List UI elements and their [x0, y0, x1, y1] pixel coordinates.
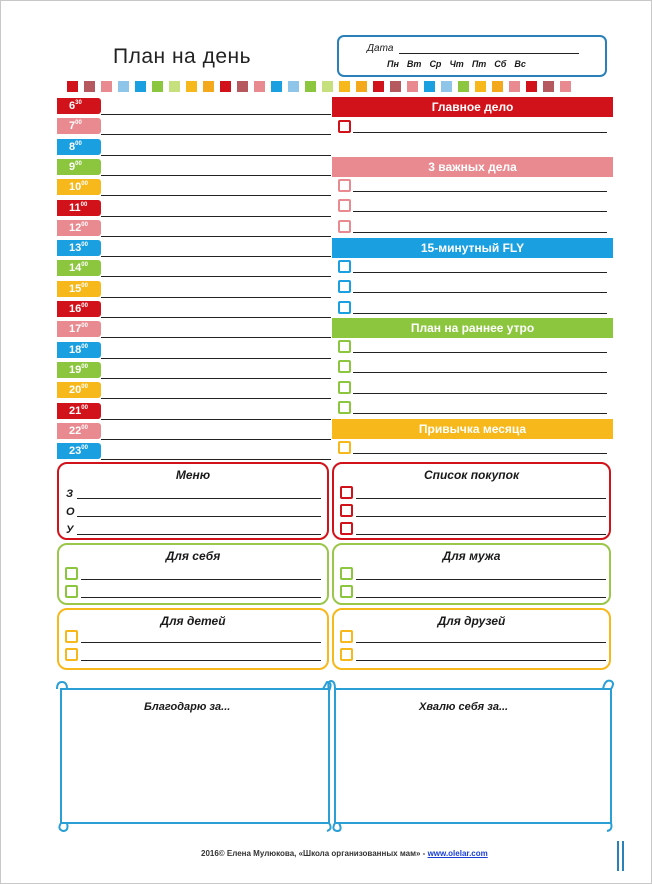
for-friends-title: Для друзей — [437, 614, 506, 628]
minute-label: 00 — [75, 160, 82, 167]
morning-plan-checkbox[interactable] — [338, 401, 351, 414]
edge-mark — [622, 841, 624, 871]
hour-tab — [57, 423, 101, 439]
minute-label: 00 — [75, 120, 82, 127]
for-self-checkbox[interactable] — [65, 585, 78, 598]
hour-label: 20 — [69, 384, 82, 397]
color-square — [509, 81, 520, 92]
hour-label: 16 — [69, 303, 82, 315]
for-kids-line[interactable] — [81, 642, 321, 643]
hour-label: 7 — [69, 120, 76, 133]
hour-line[interactable] — [101, 378, 331, 379]
hour-line[interactable] — [101, 317, 331, 318]
for-kids-title: Для детей — [160, 614, 226, 628]
color-square — [560, 81, 571, 92]
date-box — [337, 35, 607, 77]
minute-label: 30 — [75, 100, 82, 106]
habit-of-month-checkbox[interactable] — [338, 441, 351, 454]
minute-label: 00 — [81, 262, 88, 269]
date-label: Дата — [367, 43, 394, 54]
shopping-line[interactable] — [356, 534, 606, 535]
page-title: План на день — [113, 45, 252, 68]
minute-label: 00 — [81, 221, 88, 228]
hour-line[interactable] — [101, 358, 331, 359]
color-square — [543, 81, 554, 92]
hour-line[interactable] — [101, 155, 331, 156]
habit-of-month-banner: Привычка месяца — [332, 419, 613, 439]
hour-label: 14 — [69, 262, 82, 275]
hour-tab — [57, 362, 101, 378]
meal-breakfast-line[interactable] — [77, 498, 321, 499]
fly-tasks-line[interactable] — [353, 292, 607, 293]
important-tasks-checkbox[interactable] — [338, 220, 351, 233]
main-task-banner: Главное дело — [332, 97, 613, 117]
for-husband-title: Для мужа — [442, 549, 501, 563]
morning-plan-banner: План на раннее утро — [332, 318, 613, 338]
for-self-checkbox[interactable] — [65, 567, 78, 580]
for-friends-line[interactable] — [356, 660, 606, 661]
for-husband-line[interactable] — [356, 597, 606, 598]
color-square — [339, 81, 350, 92]
minute-label: 00 — [81, 242, 88, 249]
hour-line[interactable] — [101, 236, 331, 237]
menu-title: Меню — [175, 468, 211, 482]
hour-label: 19 — [69, 363, 82, 376]
footer-copyright: 2016© Елена Мулюкова, «Школа организованных мам» - — [201, 849, 426, 858]
color-square — [356, 81, 367, 92]
weekday-label[interactable]: Чт — [449, 59, 464, 69]
minute-label: 00 — [81, 181, 88, 188]
minute-label: 00 — [80, 201, 88, 208]
color-square — [441, 81, 452, 92]
weekday-label[interactable]: Пн — [387, 59, 399, 69]
hour-label: 22 — [69, 424, 82, 437]
minute-label: 00 — [81, 363, 88, 370]
weekday-list — [387, 59, 526, 69]
footer — [201, 849, 488, 858]
for-self-box — [57, 543, 329, 605]
for-kids-checkbox[interactable] — [65, 648, 78, 661]
hour-label: 8 — [69, 140, 76, 153]
hour-line[interactable] — [101, 419, 331, 420]
shopping-line[interactable] — [356, 516, 606, 517]
meal-breakfast-label: З — [66, 488, 74, 500]
for-husband-checkbox[interactable] — [340, 585, 353, 598]
hour-line[interactable] — [101, 276, 331, 277]
weekday-label[interactable]: Вт — [406, 59, 422, 69]
hour-label: 12 — [69, 221, 82, 234]
for-husband-checkbox[interactable] — [340, 567, 353, 580]
morning-plan-checkbox[interactable] — [338, 381, 351, 394]
hour-label: 11 — [69, 201, 81, 214]
minute-label: 00 — [81, 282, 88, 289]
edge-mark — [617, 841, 619, 871]
color-square — [84, 81, 95, 92]
morning-plan-line[interactable] — [353, 372, 607, 373]
hour-label: 23 — [69, 445, 82, 458]
hour-tab — [57, 98, 101, 114]
hour-tab — [57, 159, 101, 175]
for-friends-checkbox[interactable] — [340, 648, 353, 661]
shopping-line[interactable] — [356, 498, 606, 499]
hour-label: 6 — [69, 100, 76, 112]
shopping-checkbox[interactable] — [340, 522, 353, 535]
hour-tab — [57, 260, 101, 276]
hour-line[interactable] — [101, 195, 331, 196]
color-square — [305, 81, 316, 92]
hour-label: 18 — [69, 343, 82, 356]
hour-tab — [57, 403, 101, 419]
hour-tab — [57, 139, 101, 155]
hour-line[interactable] — [101, 439, 331, 440]
date-line[interactable] — [399, 53, 579, 54]
footer-link[interactable]: www.olelar.com — [427, 849, 488, 858]
for-kids-box — [57, 608, 329, 670]
color-square — [67, 81, 78, 92]
color-square — [169, 81, 180, 92]
main-task-checkbox[interactable] — [338, 120, 351, 133]
for-kids-checkbox[interactable] — [65, 630, 78, 643]
hour-tab — [57, 179, 101, 195]
fly-tasks-banner: 15-минутный FLY — [332, 238, 613, 258]
shopping-checkbox[interactable] — [340, 486, 353, 499]
hour-tab — [57, 443, 101, 459]
hour-tab — [57, 220, 101, 236]
hour-tab — [57, 342, 101, 358]
meal-lunch-label: О — [66, 506, 75, 518]
important-tasks-checkbox[interactable] — [338, 179, 351, 192]
color-square — [322, 81, 333, 92]
important-tasks-line[interactable] — [353, 191, 607, 192]
for-friends-line[interactable] — [356, 642, 606, 643]
color-square — [407, 81, 418, 92]
meal-lunch-line[interactable] — [77, 516, 321, 517]
weekday-label[interactable]: Сб — [494, 59, 507, 69]
important-tasks-line[interactable] — [353, 211, 607, 212]
hour-tab — [57, 301, 101, 317]
color-square — [135, 81, 146, 92]
important-tasks-checkbox[interactable] — [338, 199, 351, 212]
minute-label: 00 — [81, 303, 88, 309]
hour-tab — [57, 281, 101, 297]
minute-label: 00 — [81, 343, 88, 350]
morning-plan-line[interactable] — [353, 413, 607, 414]
morning-plan-checkbox[interactable] — [338, 360, 351, 373]
color-squares-row — [67, 81, 571, 92]
hour-line[interactable] — [101, 297, 331, 298]
weekday-label[interactable]: Ср — [429, 59, 442, 69]
hour-tab — [57, 240, 101, 256]
color-square — [203, 81, 214, 92]
meal-dinner-label: У — [66, 524, 74, 536]
shopping-checkbox[interactable] — [340, 504, 353, 517]
for-kids-line[interactable] — [81, 660, 321, 661]
for-husband-line[interactable] — [356, 579, 606, 580]
hour-label: 21 — [69, 404, 82, 417]
morning-plan-line[interactable] — [353, 352, 607, 353]
hour-line[interactable] — [101, 256, 331, 257]
for-husband-box — [332, 543, 611, 605]
hour-label: 9 — [69, 160, 76, 173]
color-square — [288, 81, 299, 92]
morning-plan-line[interactable] — [353, 393, 607, 394]
color-square — [254, 81, 265, 92]
hour-label: 10 — [69, 181, 82, 194]
minute-label: 00 — [81, 384, 88, 391]
for-self-line[interactable] — [81, 579, 321, 580]
menu-box — [57, 462, 329, 540]
shopping-title: Список покупок — [423, 468, 520, 482]
hour-line[interactable] — [101, 114, 331, 115]
color-square — [101, 81, 112, 92]
hour-line[interactable] — [101, 134, 331, 135]
for-friends-box — [332, 608, 611, 670]
hour-tab — [57, 321, 101, 337]
color-square — [186, 81, 197, 92]
hour-label: 17 — [69, 323, 82, 336]
color-square — [475, 81, 486, 92]
fly-tasks-checkbox[interactable] — [338, 260, 351, 273]
praise-title: Хвалю себя за... — [419, 701, 509, 713]
minute-label: 00 — [81, 445, 88, 452]
minute-label: 00 — [81, 424, 88, 431]
weekday-label[interactable]: Пт — [471, 59, 487, 69]
for-friends-checkbox[interactable] — [340, 630, 353, 643]
color-square — [390, 81, 401, 92]
hour-line[interactable] — [101, 398, 331, 399]
hour-label: 15 — [69, 282, 82, 295]
hour-line[interactable] — [101, 175, 331, 176]
fly-tasks-line[interactable] — [353, 272, 607, 273]
fly-tasks-line[interactable] — [353, 313, 607, 314]
color-square — [373, 81, 384, 92]
fly-tasks-checkbox[interactable] — [338, 301, 351, 314]
fly-tasks-checkbox[interactable] — [338, 280, 351, 293]
hour-line[interactable] — [101, 337, 331, 338]
for-self-line[interactable] — [81, 597, 321, 598]
main-task-line[interactable] — [353, 132, 607, 133]
hour-tab — [57, 200, 101, 216]
gratitude-title: Благодарю за... — [144, 701, 231, 713]
color-square — [424, 81, 435, 92]
color-square — [526, 81, 537, 92]
hour-label: 13 — [69, 242, 82, 255]
minute-label: 00 — [75, 140, 82, 147]
color-square — [492, 81, 503, 92]
color-square — [118, 81, 129, 92]
hour-tab — [57, 382, 101, 398]
color-square — [152, 81, 163, 92]
hour-line[interactable] — [101, 459, 331, 460]
for-self-title: Для себя — [165, 549, 221, 563]
color-square — [237, 81, 248, 92]
weekday-label[interactable]: Вс — [514, 59, 526, 69]
color-square — [458, 81, 469, 92]
color-square — [271, 81, 282, 92]
important-tasks-line[interactable] — [353, 232, 607, 233]
important-tasks-banner: 3 важных дела — [332, 157, 613, 177]
hour-line[interactable] — [101, 216, 331, 217]
meal-dinner-line[interactable] — [77, 534, 321, 535]
habit-of-month-line[interactable] — [353, 453, 607, 454]
color-square — [220, 81, 231, 92]
minute-label: 00 — [81, 323, 88, 330]
morning-plan-checkbox[interactable] — [338, 340, 351, 353]
minute-label: 00 — [81, 404, 88, 411]
shopping-box — [332, 462, 611, 540]
hour-tab — [57, 118, 101, 134]
